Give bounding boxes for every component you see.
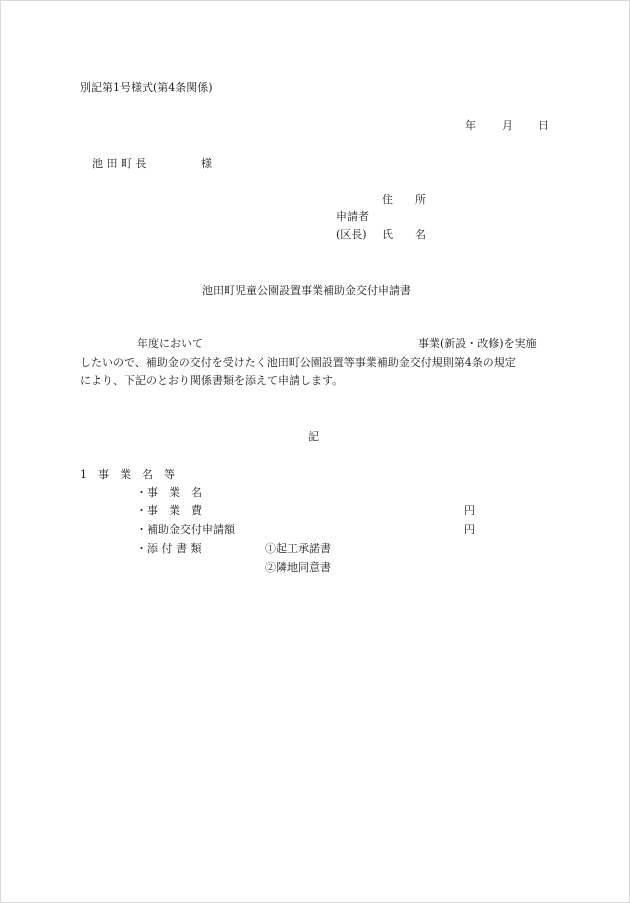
grant-amount-label: ・補助金交付申請額 (136, 523, 235, 536)
date-month: 月 (502, 119, 513, 132)
attachment-item: ①起工承諾書 (265, 542, 331, 555)
grant-amount-unit: 円 (464, 523, 475, 536)
date-day: 日 (538, 119, 549, 132)
ki-heading: 記 (308, 430, 319, 443)
body-line1-right: 事業(新設・改修)を実施 (418, 337, 537, 350)
project-cost-label: ・事 業 費 (136, 504, 202, 517)
project-cost-unit: 円 (464, 504, 475, 517)
addressee-name: 池 田 町 長 (92, 157, 147, 170)
addressee-honorific: 様 (201, 157, 212, 170)
date-year: 年 (465, 119, 476, 132)
applicant-district-label: (区長) (336, 228, 367, 241)
section-label: 1 事 業 名 等 (80, 468, 175, 481)
attachments-label: ・添 付 書 類 (136, 542, 202, 555)
applicant-address-label: 住 所 (382, 193, 426, 206)
attachment-item: ②隣地同意書 (265, 561, 331, 574)
applicant-name-label: 氏 名 (382, 228, 426, 241)
body-line2: したいので、補助金の交付を受けたく池田町公園設置等事業補助金交付規則第4条の規定 (80, 356, 516, 369)
document-title: 池田町児童公園設置事業補助金交付申請書 (202, 284, 411, 297)
body-line3: により、下記のとおり関係書類を添えて申請します。 (80, 374, 344, 387)
form-number: 別記第1号様式(第4条関係) (80, 81, 213, 94)
applicant-role-label: 申請者 (336, 210, 369, 223)
body-line1-left: 年度において (137, 337, 203, 350)
project-name-label: ・事 業 名 (136, 486, 202, 499)
